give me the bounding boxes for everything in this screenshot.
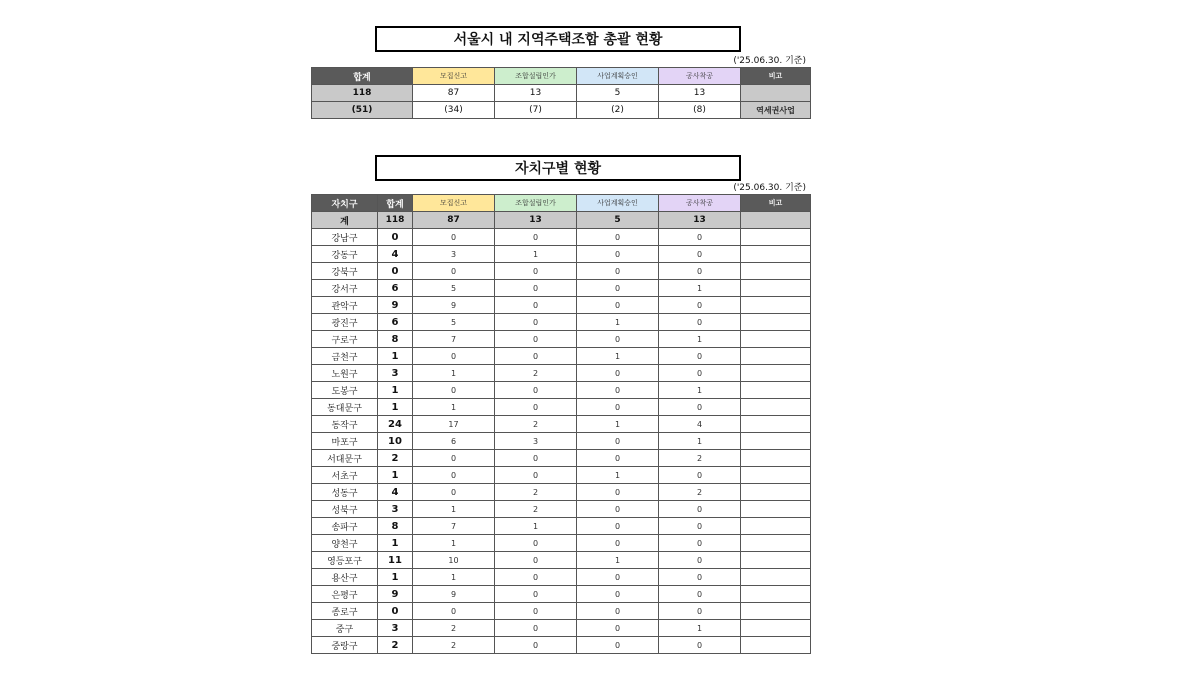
- district-total: 1: [378, 382, 413, 399]
- summary-total: (51): [312, 102, 413, 119]
- district-assoc: 2: [495, 365, 577, 382]
- district-row: [312, 586, 811, 603]
- district-name: 금천구: [312, 348, 378, 365]
- district-constr: 0: [659, 467, 741, 484]
- district-note: [741, 331, 811, 348]
- district-assoc: 0: [495, 637, 577, 654]
- district-plan: 0: [577, 484, 659, 501]
- district-plan: 0: [577, 229, 659, 246]
- district-name: 마포구: [312, 433, 378, 450]
- district-recruit: 1: [413, 399, 495, 416]
- header-constr: 공사착공: [659, 195, 741, 212]
- district-constr: 0: [659, 314, 741, 331]
- district-name: 강남구: [312, 229, 378, 246]
- header-plan: 사업계획승인: [577, 68, 659, 85]
- district-recruit: 2: [413, 620, 495, 637]
- district-recruit: 5: [413, 280, 495, 297]
- district-plan: 0: [577, 365, 659, 382]
- summary-assoc: (7): [495, 102, 577, 119]
- district-total: 8: [378, 331, 413, 348]
- district-row: [312, 484, 811, 501]
- district-plan: 0: [577, 246, 659, 263]
- district-total: 10: [378, 433, 413, 450]
- header-note: 비고: [741, 68, 811, 85]
- district-name: 강서구: [312, 280, 378, 297]
- district-assoc: 0: [495, 399, 577, 416]
- summary-plan: 5: [577, 85, 659, 102]
- district-row: [312, 552, 811, 569]
- district-constr: 0: [659, 297, 741, 314]
- district-note: [741, 501, 811, 518]
- district-recruit: 0: [413, 348, 495, 365]
- summary-row: [312, 102, 811, 119]
- district-plan: 0: [577, 518, 659, 535]
- district-row: [312, 620, 811, 637]
- district-note: [741, 484, 811, 501]
- summary-date-note: ('25.06.30. 기준): [733, 56, 806, 66]
- header-constr: 공사착공: [659, 68, 741, 85]
- district-row: [312, 433, 811, 450]
- district-total: 6: [378, 314, 413, 331]
- district-date-note: ('25.06.30. 기준): [733, 183, 806, 193]
- district-recruit: 3: [413, 246, 495, 263]
- district-plan: 0: [577, 535, 659, 552]
- district-constr: 0: [659, 637, 741, 654]
- district-assoc: 2: [495, 416, 577, 433]
- total-recruit: 87: [413, 212, 495, 229]
- district-name: 광진구: [312, 314, 378, 331]
- district-constr: 0: [659, 569, 741, 586]
- district-plan: 1: [577, 314, 659, 331]
- district-table: [311, 194, 811, 654]
- district-constr: 0: [659, 399, 741, 416]
- district-row: [312, 569, 811, 586]
- summary-constr: 13: [659, 85, 741, 102]
- district-constr: 0: [659, 229, 741, 246]
- district-constr: 4: [659, 416, 741, 433]
- header-recruit: 모집신고: [413, 195, 495, 212]
- district-plan: 1: [577, 552, 659, 569]
- district-total: 1: [378, 399, 413, 416]
- district-constr: 1: [659, 433, 741, 450]
- district-assoc: 0: [495, 535, 577, 552]
- district-plan: 0: [577, 331, 659, 348]
- district-constr: 0: [659, 535, 741, 552]
- district-row: [312, 518, 811, 535]
- district-name: 동작구: [312, 416, 378, 433]
- district-total: 1: [378, 467, 413, 484]
- district-recruit: 2: [413, 637, 495, 654]
- district-row: [312, 280, 811, 297]
- district-total: 1: [378, 348, 413, 365]
- district-constr: 0: [659, 552, 741, 569]
- district-total: 3: [378, 501, 413, 518]
- district-assoc: 0: [495, 297, 577, 314]
- district-row: [312, 535, 811, 552]
- district-plan: 0: [577, 297, 659, 314]
- district-total: 3: [378, 365, 413, 382]
- header-total: 합계: [378, 195, 413, 212]
- district-assoc: 0: [495, 382, 577, 399]
- district-constr: 0: [659, 603, 741, 620]
- district-note: [741, 603, 811, 620]
- district-assoc: 0: [495, 467, 577, 484]
- district-plan: 0: [577, 569, 659, 586]
- district-constr: 1: [659, 620, 741, 637]
- district-note: [741, 433, 811, 450]
- district-name: 양천구: [312, 535, 378, 552]
- district-row: [312, 603, 811, 620]
- district-total: 4: [378, 246, 413, 263]
- total-constr: 13: [659, 212, 741, 229]
- summary-table: [311, 67, 811, 119]
- district-assoc: 1: [495, 518, 577, 535]
- district-constr: 2: [659, 484, 741, 501]
- district-name: 노원구: [312, 365, 378, 382]
- district-constr: 0: [659, 365, 741, 382]
- district-plan: 0: [577, 433, 659, 450]
- district-row: [312, 450, 811, 467]
- district-name: 영등포구: [312, 552, 378, 569]
- header-note: 비고: [741, 195, 811, 212]
- district-recruit: 7: [413, 518, 495, 535]
- summary-assoc: 13: [495, 85, 577, 102]
- district-row: [312, 382, 811, 399]
- district-recruit: 0: [413, 263, 495, 280]
- district-row: [312, 331, 811, 348]
- district-name: 동대문구: [312, 399, 378, 416]
- district-plan: 0: [577, 620, 659, 637]
- district-recruit: 9: [413, 297, 495, 314]
- summary-constr: (8): [659, 102, 741, 119]
- district-assoc: 0: [495, 552, 577, 569]
- district-note: [741, 280, 811, 297]
- district-note: [741, 552, 811, 569]
- district-name: 중구: [312, 620, 378, 637]
- district-header-row: [312, 195, 811, 212]
- district-assoc: 0: [495, 569, 577, 586]
- district-constr: 1: [659, 331, 741, 348]
- district-row: [312, 314, 811, 331]
- district-total: 1: [378, 535, 413, 552]
- district-total: 0: [378, 263, 413, 280]
- district-note: [741, 620, 811, 637]
- district-recruit: 0: [413, 603, 495, 620]
- district-note: [741, 297, 811, 314]
- district-body: [312, 229, 811, 654]
- district-total: 2: [378, 450, 413, 467]
- header-district: 자치구: [312, 195, 378, 212]
- district-name: 강동구: [312, 246, 378, 263]
- district-assoc: 0: [495, 603, 577, 620]
- district-assoc: 0: [495, 331, 577, 348]
- district-recruit: 1: [413, 501, 495, 518]
- summary-row: [312, 85, 811, 102]
- summary-header-row: [312, 68, 811, 85]
- district-plan: 0: [577, 263, 659, 280]
- district-assoc: 2: [495, 501, 577, 518]
- district-row: [312, 637, 811, 654]
- district-note: [741, 518, 811, 535]
- district-plan: 0: [577, 399, 659, 416]
- district-row: [312, 501, 811, 518]
- header-recruit: 모집신고: [413, 68, 495, 85]
- summary-recruit: (34): [413, 102, 495, 119]
- district-recruit: 5: [413, 314, 495, 331]
- district-plan: 1: [577, 416, 659, 433]
- district-recruit: 0: [413, 382, 495, 399]
- district-total: 24: [378, 416, 413, 433]
- district-constr: 0: [659, 263, 741, 280]
- district-total: 9: [378, 586, 413, 603]
- district-note: [741, 467, 811, 484]
- district-name: 종로구: [312, 603, 378, 620]
- district-assoc: 0: [495, 229, 577, 246]
- district-assoc: 3: [495, 433, 577, 450]
- summary-note: 역세권사업: [741, 102, 811, 119]
- district-name: 서초구: [312, 467, 378, 484]
- district-total: 11: [378, 552, 413, 569]
- district-note: [741, 535, 811, 552]
- district-name: 중랑구: [312, 637, 378, 654]
- district-name: 도봉구: [312, 382, 378, 399]
- district-name: 강북구: [312, 263, 378, 280]
- district-recruit: 0: [413, 229, 495, 246]
- district-plan: 0: [577, 382, 659, 399]
- district-plan: 0: [577, 603, 659, 620]
- header-assoc: 조합설립인가: [495, 68, 577, 85]
- district-name: 관악구: [312, 297, 378, 314]
- district-note: [741, 586, 811, 603]
- total-note: [741, 212, 811, 229]
- district-plan: 1: [577, 467, 659, 484]
- district-constr: 0: [659, 246, 741, 263]
- total-plan: 5: [577, 212, 659, 229]
- district-row: [312, 229, 811, 246]
- district-total: 6: [378, 280, 413, 297]
- district-title: 자치구별 현황: [375, 155, 741, 181]
- district-recruit: 1: [413, 365, 495, 382]
- district-row: [312, 467, 811, 484]
- district-constr: 0: [659, 501, 741, 518]
- district-plan: 0: [577, 501, 659, 518]
- district-note: [741, 314, 811, 331]
- district-recruit: 1: [413, 535, 495, 552]
- district-assoc: 0: [495, 280, 577, 297]
- district-row: [312, 246, 811, 263]
- district-assoc: 0: [495, 620, 577, 637]
- district-plan: 0: [577, 280, 659, 297]
- total-assoc: 13: [495, 212, 577, 229]
- summary-total: 118: [312, 85, 413, 102]
- district-note: [741, 382, 811, 399]
- district-name: 서대문구: [312, 450, 378, 467]
- district-recruit: 0: [413, 467, 495, 484]
- district-recruit: 7: [413, 331, 495, 348]
- header-plan: 사업계획승인: [577, 195, 659, 212]
- district-recruit: 6: [413, 433, 495, 450]
- district-recruit: 17: [413, 416, 495, 433]
- district-constr: 0: [659, 518, 741, 535]
- district-row: [312, 365, 811, 382]
- total-name: 계: [312, 212, 378, 229]
- district-total: 8: [378, 518, 413, 535]
- district-total: 2: [378, 637, 413, 654]
- district-plan: 0: [577, 586, 659, 603]
- district-note: [741, 399, 811, 416]
- district-note: [741, 637, 811, 654]
- district-recruit: 0: [413, 450, 495, 467]
- district-total: 0: [378, 603, 413, 620]
- district-name: 성동구: [312, 484, 378, 501]
- district-plan: 1: [577, 348, 659, 365]
- district-note: [741, 569, 811, 586]
- district-assoc: 0: [495, 348, 577, 365]
- summary-title: 서울시 내 지역주택조합 총괄 현황: [375, 26, 741, 52]
- district-row: [312, 297, 811, 314]
- summary-recruit: 87: [413, 85, 495, 102]
- district-name: 송파구: [312, 518, 378, 535]
- district-total: 9: [378, 297, 413, 314]
- header-assoc: 조합설립인가: [495, 195, 577, 212]
- district-note: [741, 263, 811, 280]
- district-assoc: 1: [495, 246, 577, 263]
- district-name: 용산구: [312, 569, 378, 586]
- district-assoc: 0: [495, 263, 577, 280]
- header-total: 합계: [312, 68, 413, 85]
- district-total: 4: [378, 484, 413, 501]
- district-note: [741, 348, 811, 365]
- district-note: [741, 229, 811, 246]
- district-name: 구로구: [312, 331, 378, 348]
- district-assoc: 0: [495, 314, 577, 331]
- district-recruit: 9: [413, 586, 495, 603]
- district-assoc: 0: [495, 450, 577, 467]
- district-plan: 0: [577, 450, 659, 467]
- summary-plan: (2): [577, 102, 659, 119]
- district-constr: 2: [659, 450, 741, 467]
- district-note: [741, 246, 811, 263]
- district-note: [741, 365, 811, 382]
- district-recruit: 0: [413, 484, 495, 501]
- district-total: 0: [378, 229, 413, 246]
- district-recruit: 10: [413, 552, 495, 569]
- district-total-row: [312, 212, 811, 229]
- district-row: [312, 348, 811, 365]
- district-assoc: 0: [495, 586, 577, 603]
- district-constr: 0: [659, 586, 741, 603]
- district-row: [312, 263, 811, 280]
- district-note: [741, 416, 811, 433]
- district-name: 성북구: [312, 501, 378, 518]
- district-constr: 1: [659, 280, 741, 297]
- district-row: [312, 399, 811, 416]
- district-constr: 0: [659, 348, 741, 365]
- district-name: 은평구: [312, 586, 378, 603]
- district-assoc: 2: [495, 484, 577, 501]
- summary-note: [741, 85, 811, 102]
- district-total: 1: [378, 569, 413, 586]
- total-total: 118: [378, 212, 413, 229]
- district-plan: 0: [577, 637, 659, 654]
- district-constr: 1: [659, 382, 741, 399]
- district-recruit: 1: [413, 569, 495, 586]
- district-total: 3: [378, 620, 413, 637]
- district-row: [312, 416, 811, 433]
- district-note: [741, 450, 811, 467]
